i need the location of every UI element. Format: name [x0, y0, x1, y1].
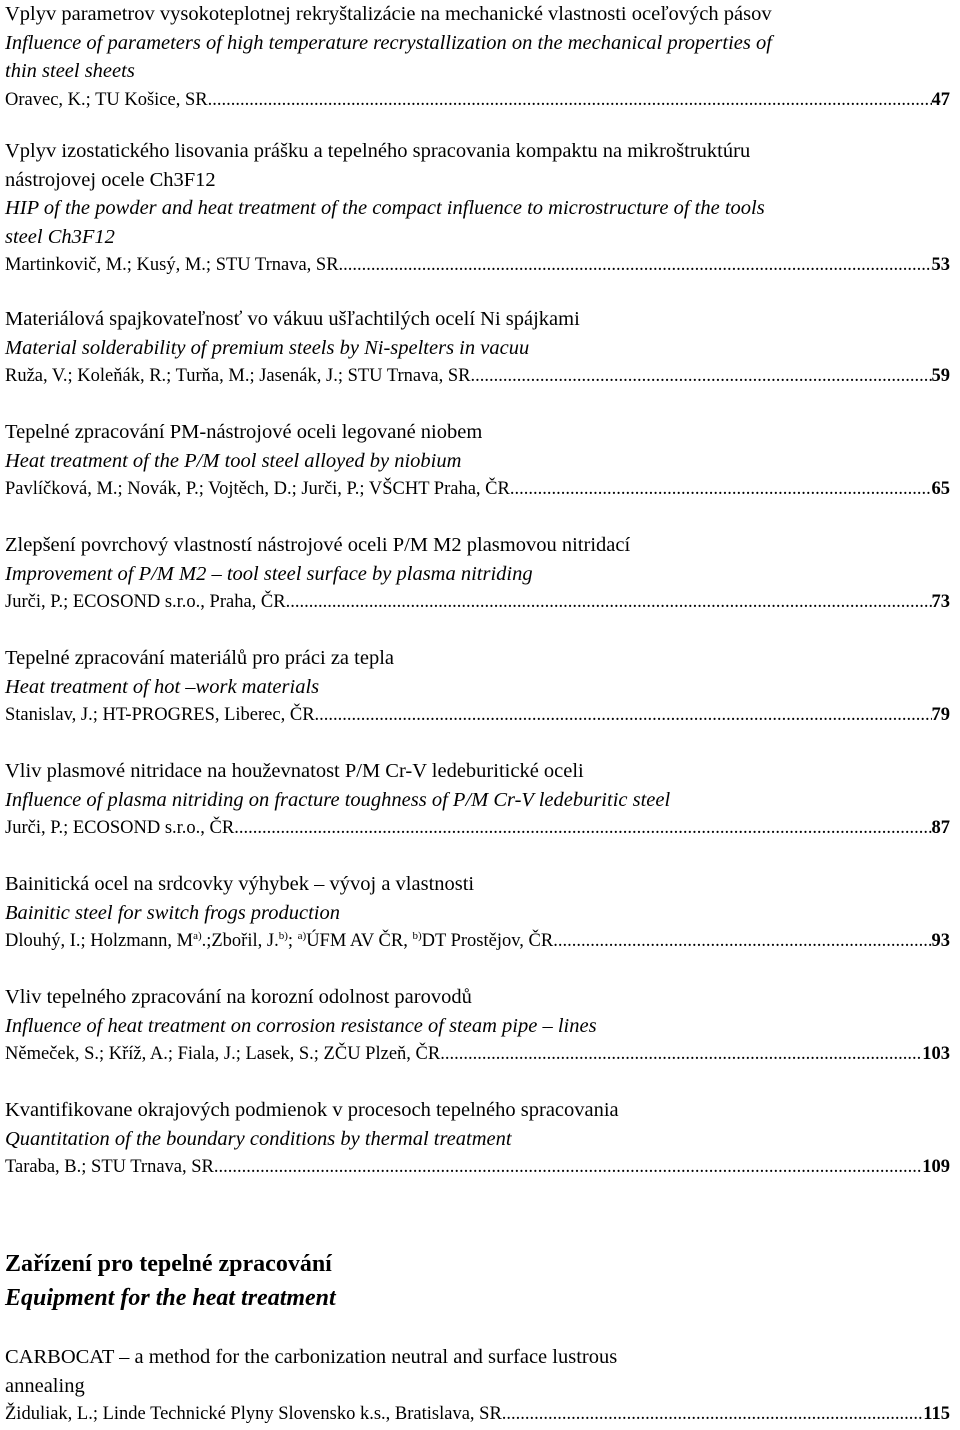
dot-leader [234, 814, 931, 843]
entry-title-slovak: Vplyv parametrov vysokoteplotnej rekryštalizácie na mechanické vlastnosti oceľových pásov [5, 3, 772, 25]
entry-title-slovak: Bainitická ocel na srdcovky výhybek – vývoj a vlastnosti [5, 873, 475, 895]
entry-title-slovak: Tepelné zpracování PM-nástrojové oceli legované niobem [5, 421, 483, 443]
dot-leader [510, 475, 932, 504]
entry-page-number: 47 [931, 89, 950, 110]
entry-title-slovak: Vliv plasmové nitridace na houževnatost P/M Cr-V ledeburitické oceli [5, 760, 584, 782]
entry-authors: Dlouhý, I.; Holzmann, $M^{a)}.;Zbořil$, J.$^{b)}$; $^{a)}$ÚFM AV ČR, $^{b)}$DT Prostějov, ČR [5, 930, 554, 951]
entry-title-english-cont: steel Ch3F12 [5, 225, 115, 248]
dot-leader [502, 1400, 923, 1429]
entry-title-slovak: Tepelné zpracování materiálů pro práci za tepla [5, 647, 394, 669]
toc-entry [5, 644, 950, 730]
dot-leader [339, 251, 932, 280]
entry-title-english: Bainitic steel for switch frogs production [5, 901, 341, 924]
entry-authors-line [5, 251, 950, 280]
entry-authors-line [5, 86, 950, 115]
entry-authors-line [5, 814, 950, 843]
entry-title-slovak: Kvantifikovane okrajových podmienok v procesoch tepelného spracovania [5, 1099, 619, 1121]
dot-leader [315, 701, 932, 730]
toc-entry [5, 870, 950, 956]
entry-authors-line [5, 588, 950, 617]
dot-leader [286, 588, 932, 617]
dot-leader [470, 362, 931, 391]
entry-title-english: Influence of heat treatment on corrosion resistance of steam pipe – lines [5, 1014, 597, 1037]
entry-page-number: 109 [922, 1157, 950, 1177]
entry-authors-line [5, 1400, 950, 1429]
entry-page-number: 59 [931, 366, 950, 386]
toc-entry [5, 531, 950, 617]
entry-authors: Jurči, P.; ECOSOND s.r.o., Praha, ČR [5, 592, 286, 612]
entry-page-number: 93 [931, 931, 950, 951]
entry-authors: Jurči, P.; ECOSOND s.r.o., ČR [5, 818, 235, 838]
entry-authors-line [5, 1040, 950, 1069]
entry-authors-line [5, 475, 950, 504]
entry-title-english: Influence of parameters of high temperature recrystallization on the mechanical properties of [5, 31, 772, 54]
entry-page-number: 65 [931, 479, 950, 499]
entry-title-slovak: Vplyv izostatického lisovania prášku a tepelného spracovania kompaktu na mikroštruktúru [5, 140, 751, 162]
toc-entry [5, 418, 950, 504]
toc-entry [5, 305, 950, 391]
entry-page-number: 73 [931, 592, 950, 612]
entry-authors-line [5, 701, 950, 730]
entry-page-number: 87 [931, 818, 950, 838]
entry-title-english: Improvement of P/M M2 – tool steel surface by plasma nitriding [5, 562, 533, 585]
entry-page-number: 79 [931, 705, 950, 725]
section-heading [5, 1247, 950, 1315]
entry-title-slovak-cont: nástrojovej ocele Ch3F12 [5, 168, 216, 191]
entry-title-slovak: Zlepšení povrchový vlastností nástrojové oceli P/M M2 plasmovou nitridací [5, 534, 631, 556]
toc-entry [5, 0, 950, 114]
toc-entry [5, 983, 950, 1069]
dot-leader [208, 86, 932, 115]
entry-page-number: 103 [922, 1044, 950, 1064]
entry-authors: Ruža, V.; Koleňák, R.; Turňa, M.; Jasenák, J.; STU Trnava, SR [5, 366, 471, 386]
toc-entry [5, 757, 950, 843]
dot-leader [440, 1040, 922, 1069]
entry-authors: Židuliak, L.; Linde Technické Plyny Slovensko k.s., Bratislava, SR [5, 1404, 502, 1424]
dot-leader [214, 1153, 922, 1182]
entry-title-slovak: Materiálová spajkovateľnosť vo vákuu ušľachtilých ocelí Ni spájkami [5, 308, 580, 330]
entry-authors: Pavlíčková, M.; Novák, P.; Vojtěch, D.; Jurči, P.; VŠCHT Praha, ČR [5, 479, 510, 499]
section-heading-english: Equipment for the heat treatment [5, 1285, 336, 1311]
entry-title-cont: annealing [5, 1374, 85, 1397]
entry-authors: Taraba, B.; STU Trnava, SR [5, 1157, 214, 1177]
entry-authors: Němeček, S.; Kříž, A.; Fiala, J.; Lasek, S.; ZČU Plzeň, ČR [5, 1044, 441, 1064]
entry-page-number: 53 [931, 255, 950, 275]
entry-title-english: HIP of the powder and heat treatment of the compact influence to microstructure of the tools [5, 197, 765, 219]
entry-authors-line [5, 1153, 950, 1182]
entry-authors: Stanislav, J.; HT-PROGRES, Liberec, ČR [5, 705, 315, 725]
entry-authors: Martinkovič, M.; Kusý, M.; STU Trnava, SR [5, 255, 339, 275]
entry-page-number: 115 [923, 1404, 950, 1424]
dot-leader [553, 927, 931, 956]
toc-entry [5, 137, 950, 280]
entry-title-english: Heat treatment of the P/M tool steel alloyed by niobium [5, 449, 462, 472]
entry-authors-line [5, 927, 950, 956]
section-heading-czech: Zařízení pro tepelné zpracování [5, 1251, 332, 1277]
entry-title-english-cont: thin steel sheets [5, 60, 135, 82]
toc-entry [5, 1343, 950, 1429]
entry-authors: Oravec, K.; TU Košice, SR [5, 89, 208, 110]
toc-entry [5, 1096, 950, 1182]
entry-title-english: Influence of plasma nitriding on fracture toughness of P/M Cr-V ledeburitic steel [5, 788, 671, 811]
entry-authors-line [5, 362, 950, 391]
entry-title-english: Material solderability of premium steels by Ni-spelters in vacuu [5, 336, 530, 359]
entry-title-slovak: Vliv tepelného zpracování na korozní odolnost parovodů [5, 986, 472, 1008]
entry-title-english: Quantitation of the boundary conditions by thermal treatment [5, 1127, 512, 1150]
entry-title: CARBOCAT – a method for the carbonization neutral and surface lustrous [5, 1346, 618, 1368]
entry-title-english: Heat treatment of hot –work materials [5, 675, 320, 698]
